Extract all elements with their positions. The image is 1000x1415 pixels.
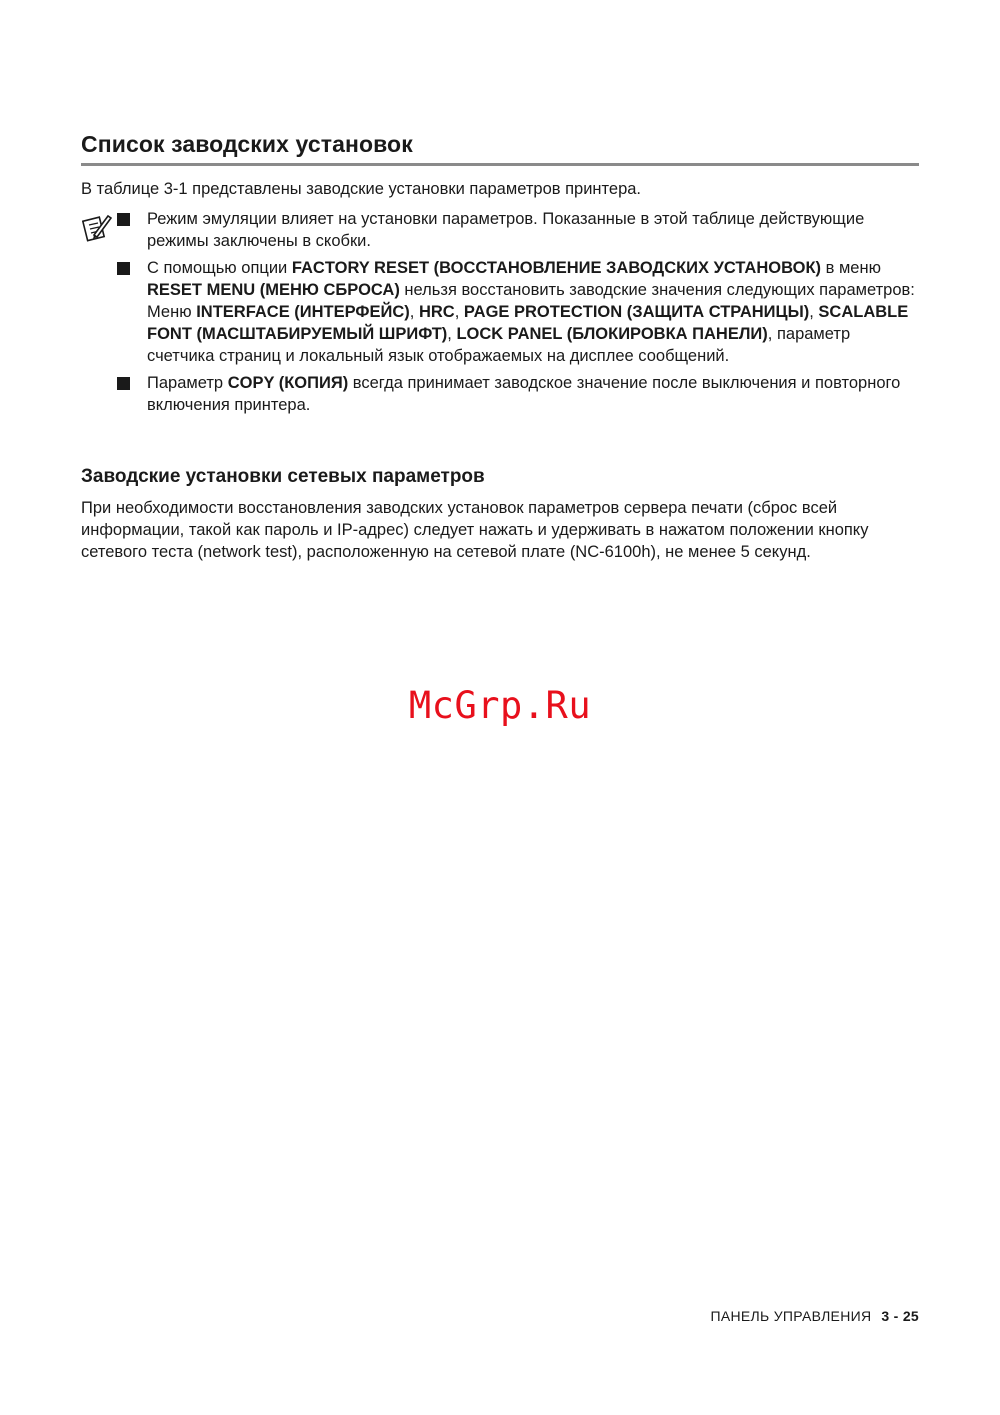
- bullet-text: Режим эмуляции влияет на установки параметров. Показанные в этой таблице действующие режимы заключены в скобки.: [147, 210, 865, 250]
- subsection-title: Заводские установки сетевых параметров: [81, 466, 485, 487]
- bullet-bold-term: HRC: [418, 303, 455, 321]
- square-bullet-icon: [117, 213, 130, 226]
- square-bullet-icon: [117, 262, 130, 275]
- page-number: 3 - 25: [881, 1308, 919, 1324]
- note-bullet-list: [117, 208, 922, 421]
- list-item: [117, 257, 922, 367]
- bullet-bold-term: COPY (КОПИЯ): [227, 374, 349, 392]
- bullet-bold-term: FACTORY RESET (ВОССТАНОВЛЕНИЕ ЗАВОДСКИХ УСТАНОВОК): [291, 259, 822, 277]
- bullet-text-part: всегда принимает заводское значение после выключения и повторного включения принтера.: [147, 374, 901, 414]
- bullet-text-part: ,: [809, 303, 819, 321]
- footer-section-name: ПАНЕЛЬ УПРАВЛЕНИЯ: [710, 1308, 872, 1324]
- bullet-bold-term: SCALABLE FONT (МАСШТАБИРУЕМЫЙ ШРИФТ): [147, 303, 909, 343]
- bullet-text-part: С помощью опции: [147, 259, 292, 277]
- section-title: Список заводских установок: [81, 131, 413, 157]
- bullet-bold-term: RESET MENU (МЕНЮ СБРОСА): [147, 281, 400, 299]
- intro-text: В таблице 3-1 представлены заводские установки параметров принтера.: [81, 180, 642, 198]
- page-footer: [710, 1308, 919, 1324]
- bullet-bold-term: LOCK PANEL (БЛОКИРОВКА ПАНЕЛИ): [456, 325, 768, 343]
- square-bullet-icon: [117, 377, 130, 390]
- bullet-text-part: ,: [447, 325, 457, 343]
- title-underline: [81, 163, 919, 166]
- list-item: [117, 208, 922, 252]
- bullet-text-part: Параметр: [147, 374, 228, 392]
- bullet-bold-term: INTERFACE (ИНТЕРФЕЙС): [196, 303, 410, 321]
- bullet-text-part: в меню: [821, 259, 881, 277]
- list-item: [117, 372, 922, 416]
- bullet-text-part: ,: [409, 303, 419, 321]
- watermark-logo: McGrp.Ru: [408, 684, 592, 727]
- bullet-text-part: ,: [454, 303, 464, 321]
- body-paragraph: При необходимости восстановления заводских установок параметров сервера печати (сброс всей информации, такой как пароль и IP-адрес) следует нажать и удерживать в нажатом положении кнопку сетевого теста (network test), расположенную на сетевой плате (NC-6100h), не менее 5 секунд.: [81, 499, 869, 561]
- note-pencil-icon: [82, 212, 112, 242]
- bullet-text-part: нельзя восстановить заводские значения следующих параметров: Меню: [147, 281, 915, 321]
- bullet-text-part: , параметр счетчика страниц и локальный язык отображаемых на дисплее сообщений.: [147, 325, 851, 365]
- bullet-bold-term: PAGE PROTECTION (ЗАЩИТА СТРАНИЦЫ): [463, 303, 810, 321]
